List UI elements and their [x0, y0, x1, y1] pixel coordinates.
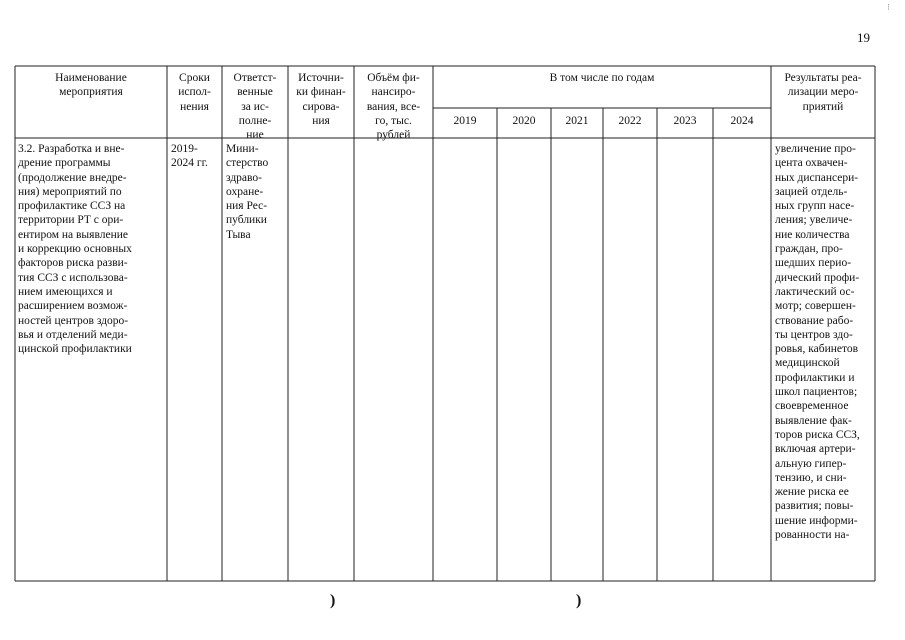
scan-corner-speck: ⁝ — [887, 2, 890, 12]
row-responsible-cell: Мини- стерство здраво- охране- ния Рес- публики Тыва — [226, 143, 269, 241]
header-year-2022: 2022 — [618, 115, 642, 127]
header-results: Результаты реа- лизации меро- приятий — [784, 72, 862, 113]
row-results-cell: увеличение про- цента охвачен- ных диспансери- зацией отдель- ных групп насе- ления; увеличе- ние количества граждан, про- шедших перио- дический профи- лактический ос- мотр; совершен- ствование рабо- ты центров здо- ровья, кабинетов медицинской профилактики и школ пациентов; своевременное выявление фак- торов риска ССЗ, включая артери- альную гипер- тензию, и сни- жение риска ее развития; повы- шение информи- рованности на- — [775, 143, 860, 542]
header-year-2024: 2024 — [730, 115, 754, 127]
header-name: Наименование мероприятия — [55, 72, 127, 99]
row-name-cell: 3.2. Разработка и вне- дрение программы (продолжение внедре- ния) мероприятий по профилактике ССЗ на территории РТ с ори- ентиром на выявление и коррекцию основных факторов риска разви- тия ССЗ с использова- нием имеющихся и расширением возмож- ностей центров здоро- вья и отделений меди- цинской профилактики — [18, 143, 132, 356]
row-terms-cell: 2019- 2024 гг. — [171, 143, 208, 170]
handwritten-mark-left: ) — [330, 592, 336, 609]
header-volume: Объём фи- нансиро- вания, все- го, тыс. рублей — [366, 72, 421, 142]
header-year-2021: 2021 — [565, 115, 589, 127]
header-year-2019: 2019 — [453, 115, 477, 127]
header-year-2023: 2023 — [673, 115, 697, 127]
header-responsible: Ответст- венные за ис- полне- ние — [233, 72, 277, 142]
page-number: 19 — [857, 30, 870, 45]
header-year-2020: 2020 — [512, 115, 536, 127]
header-sources: Источни- ки финан- сирова- ния — [296, 72, 346, 127]
handwritten-mark-right: ) — [576, 592, 582, 609]
header-by-years: В том числе по годам — [549, 72, 655, 84]
header-terms: Сроки испол- нения — [178, 72, 211, 113]
